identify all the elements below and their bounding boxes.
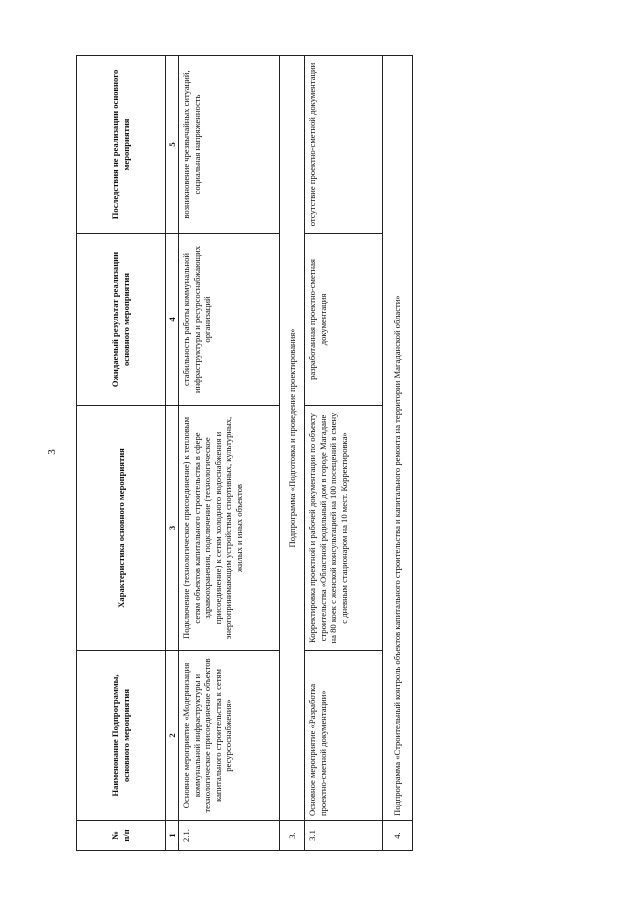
row-name: Основное мероприятие «Разработка проектно-сметной документации» bbox=[305, 651, 383, 821]
column-number: 1 bbox=[166, 821, 179, 851]
header-consequence: Последствия не реализации основного мероприятия bbox=[77, 56, 166, 234]
column-number: 2 bbox=[166, 651, 179, 821]
section-row bbox=[383, 56, 413, 851]
column-number-row bbox=[166, 56, 179, 851]
rotated-table-wrapper bbox=[76, 56, 468, 851]
table-row bbox=[305, 56, 383, 851]
section-number: 3. bbox=[280, 821, 305, 851]
table-row bbox=[179, 56, 280, 851]
section-row bbox=[280, 56, 305, 851]
row-consequence: возникновение чрезвычайных ситуаций, социальная напряженность bbox=[179, 56, 280, 234]
column-number: 4 bbox=[166, 234, 179, 406]
row-description: Подключение (технологическое присоединение) к тепловым сетям объектов капитального строительства в сфере здравоохранения, подключение (технологическое присоединение) к сетям холодного водоснабжения и энергопринимающим устройствам спортивных, культурных, жилых и иных объектов bbox=[179, 406, 280, 651]
column-number: 5 bbox=[166, 56, 179, 234]
section-title: Подпрограмма «Строительный контроль объектов капитального строительства и капитального ремонта на территории Магаданской области» bbox=[383, 56, 413, 821]
table-header-row bbox=[77, 56, 166, 851]
measures-table bbox=[76, 55, 413, 851]
header-name: Наименование Подпрограммы, основного мероприятия bbox=[77, 651, 166, 821]
column-number: 3 bbox=[166, 406, 179, 651]
page-number: 3 bbox=[46, 449, 58, 455]
section-title: Подпрограмма «Подготовка и проведение проектирования» bbox=[280, 56, 305, 821]
header-num: № п/п bbox=[77, 821, 166, 851]
row-name: Основное мероприятие «Модернизация коммунальной инфраструктуры и технологическое присоединение объектов капитального строительства к сетям ресурсоснабжения» bbox=[179, 651, 280, 821]
header-description: Характеристика основного мероприятия bbox=[77, 406, 166, 651]
section-number: 4. bbox=[383, 821, 413, 851]
row-number: 2.1. bbox=[179, 821, 280, 851]
row-result: стабильность работы коммунальной инфраструктуры и ресурсоснабжающих организаций bbox=[179, 234, 280, 406]
row-number: 3.1 bbox=[305, 821, 383, 851]
row-description: Корректировка проектной и рабочей документации по объекту строительства «Областной родильный дом в городе Магадане на 80 коек с женской консультацией на 100 посещений в смену с дневным стационаром на 10 мест. Корректировка» bbox=[305, 406, 383, 651]
row-consequence: отсутствие проектно-сметной документации bbox=[305, 56, 383, 234]
header-result: Ожидаемый результат реализации основного мероприятия bbox=[77, 234, 166, 406]
row-result: разработанная проектно-сметная документация bbox=[305, 234, 383, 406]
